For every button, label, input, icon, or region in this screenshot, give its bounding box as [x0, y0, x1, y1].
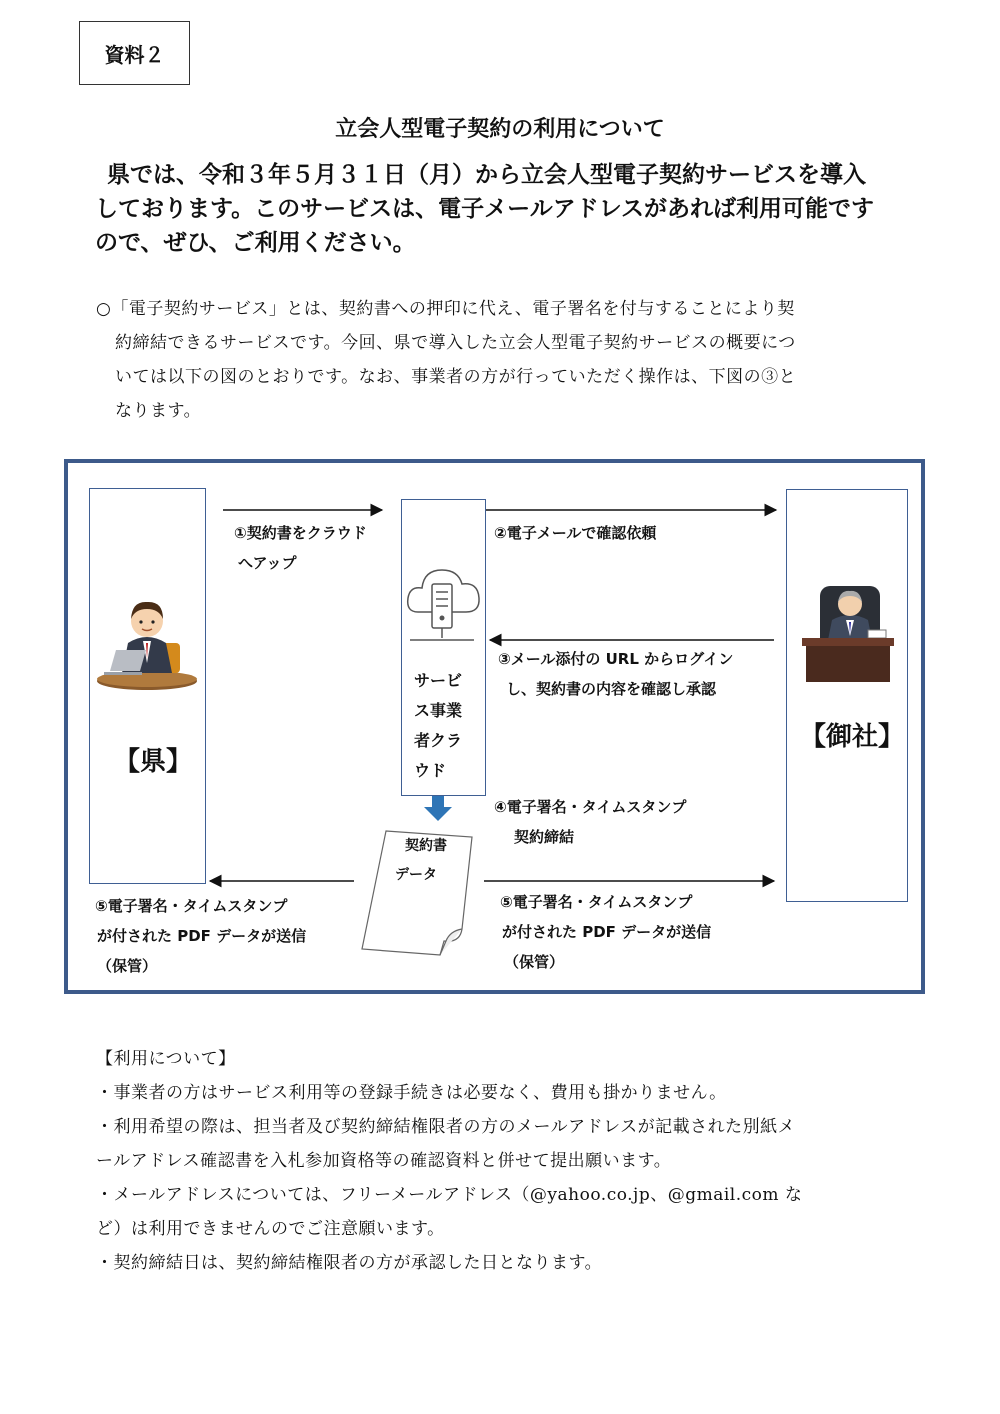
arrow-down-icon [424, 796, 452, 821]
step5-right-label: （保管） [504, 953, 565, 971]
step4-label: 契約締結 [514, 828, 575, 846]
cloud-label-line: 者クラ [414, 731, 463, 750]
note-line: ・利用希望の際は、担当者及び契約締結権限者の方のメールアドレスが記載された別紙メ [96, 1117, 796, 1137]
step5-left-label: ⑤電子署名・タイムスタンプ [95, 897, 288, 915]
cloud-label-line: ス事業 [414, 701, 463, 720]
lead-paragraph [95, 158, 910, 260]
intro-paragraph [96, 292, 912, 428]
document-label-line: 契約書 [405, 838, 447, 854]
step5-right-label: ⑤電子署名・タイムスタンプ [500, 893, 693, 911]
step5-right-label: が付された PDF データが送信 [502, 923, 712, 941]
intro-line: いては以下の図のとおりです。なお、事業者の方が行っていただく操作は、下図の③と [115, 367, 797, 387]
note-line: ・メールアドレスについては、フリーメールアドレス（@yahoo.co.jp、@gmail.com な [96, 1185, 803, 1205]
lead-line: ので、ぜひ、ご利用ください。 [95, 230, 416, 256]
step3-label: し、契約書の内容を確認し承認 [506, 680, 717, 698]
cloud-label-line: ウド [414, 761, 447, 780]
intro-line: なります。 [115, 401, 202, 421]
note-line: ・事業者の方はサービス利用等の登録手続きは必要なく、費用も掛かりません。 [96, 1083, 727, 1103]
note-line: ・契約締結日は、契約締結権限者の方が承認した日となります。 [96, 1253, 603, 1273]
step1-label: ①契約書をクラウド [234, 524, 367, 542]
step2-label: ②電子メールで確認依頼 [494, 524, 657, 542]
step5-left-label: （保管） [97, 957, 158, 975]
step4-label: ④電子署名・タイムスタンプ [494, 798, 687, 816]
step1-label: へアップ [238, 554, 297, 572]
contract-flow-diagram [64, 459, 925, 994]
page-title: 立会人型電子契約の利用について [335, 117, 665, 142]
lead-line: 県では、令和３年５月３１日（月）から立会人型電子契約サービスを導入 [107, 162, 866, 188]
cloud-label-line: サービ [414, 671, 463, 690]
intro-line: ○「電子契約サービス」とは、契約書への押印に代え、電子署名を付与することにより契 [96, 299, 795, 319]
company-label: 【御社】 [800, 722, 905, 752]
document-label-line: データ [395, 867, 437, 883]
notes-heading: 【利用について】 [96, 1049, 236, 1069]
intro-line: 約締結できるサービスです。今回、県で導入した立会人型電子契約サービスの概要につ [115, 333, 796, 353]
note-line: ど）は利用できませんのでご注意願います。 [96, 1219, 445, 1239]
document-label: 資料２ [79, 21, 190, 85]
step3-label: ③メール添付の URL からログイン [498, 650, 734, 668]
usage-notes [96, 1042, 926, 1280]
prefecture-label: 【県】 [114, 747, 193, 777]
step5-left-label: が付された PDF データが送信 [97, 927, 307, 945]
note-line: ールアドレス確認書を入札参加資格等の確認資料と併せて提出願います。 [96, 1151, 672, 1171]
lead-line: しております。このサービスは、電子メールアドレスがあれば利用可能です [95, 196, 875, 222]
